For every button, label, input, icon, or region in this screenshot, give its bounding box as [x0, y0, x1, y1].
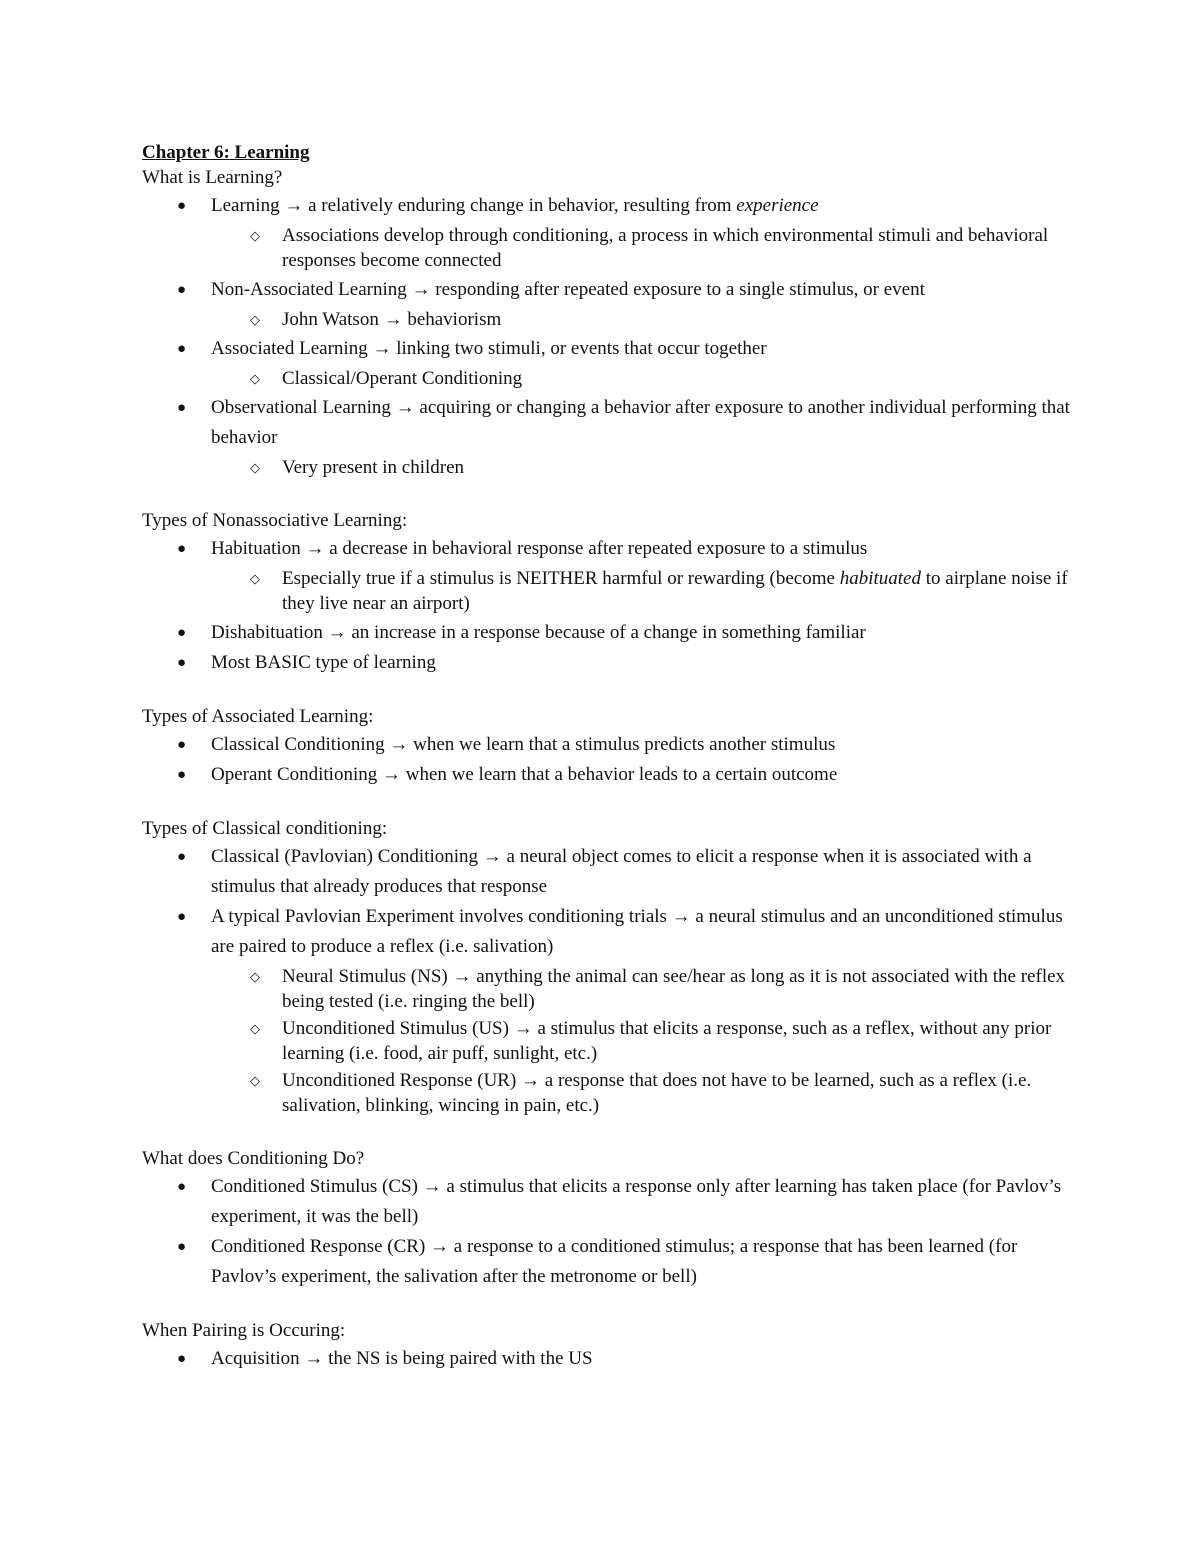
bullet-diamond-icon: ◇: [250, 228, 260, 243]
list-item: [142, 1344, 1072, 1374]
list-item-text: John Watson → behaviorism: [282, 309, 502, 330]
list-item: [142, 618, 1072, 648]
list-item-text: Operant Conditioning → when we learn that a behavior leads to a certain outcome: [211, 764, 838, 785]
list-item: [142, 842, 1072, 902]
list-item-text: Classical/Operant Conditioning: [282, 368, 523, 389]
list-item: [142, 902, 1072, 962]
sub-list-item: [142, 307, 1072, 332]
bullet-dot-icon: ●: [177, 400, 187, 416]
list-item-text: Classical (Pavlovian) Conditioning → a neural object comes to elicit a response when it is associated with a stimulus that already produces that response: [211, 846, 1032, 897]
list-item: [142, 191, 1072, 221]
bullet-dot-icon: ●: [177, 625, 187, 641]
list-item: [142, 334, 1072, 364]
list-item-text: Associated Learning → linking two stimuli, or events that occur together: [211, 338, 767, 359]
sub-list-item: [142, 366, 1072, 391]
list-item: [142, 1172, 1072, 1232]
section-spacer: [142, 482, 1072, 508]
list-item: [142, 730, 1072, 760]
sub-list-item: [142, 455, 1072, 480]
bullet-dot-icon: ●: [177, 541, 187, 557]
sub-list-item: [142, 1016, 1072, 1066]
list-item-text: Conditioned Response (CR) → a response to a conditioned stimulus; a response that has been learned (for Pavlov’s experiment, the salivation after the metronome or bell): [211, 1236, 1018, 1287]
list-item-text: Habituation → a decrease in behavioral response after repeated exposure to a stimulus: [211, 538, 868, 559]
list-item-text: Unconditioned Response (UR) → a response that does not have to be learned, such as a reflex (i.e. salivation, blinking, wincing in pain, etc.): [282, 1070, 1032, 1116]
section-heading: What is Learning?: [142, 167, 283, 188]
bullet-diamond-icon: ◇: [250, 969, 260, 984]
list-item-text: Learning → a relatively enduring change in behavior, resulting from: [211, 195, 737, 216]
bullet-dot-icon: ●: [177, 655, 187, 671]
list-item-text: Classical Conditioning → when we learn that a stimulus predicts another stimulus: [211, 734, 836, 755]
list-item-text: A typical Pavlovian Experiment involves conditioning trials → a neural stimulus and an unconditioned stimulus are paired to produce a reflex (i.e. salivation): [211, 906, 1063, 957]
bullet-dot-icon: ●: [177, 282, 187, 298]
bullet-diamond-icon: ◇: [250, 371, 260, 386]
sub-list-item: [142, 964, 1072, 1014]
section-spacer: [142, 678, 1072, 704]
list-item: [142, 648, 1072, 678]
list-item-text: Dishabituation → an increase in a response because of a change in something familiar: [211, 622, 866, 643]
list-item-text: Associations develop through conditioning, a process in which environmental stimuli and behavioral responses become connected: [282, 225, 1049, 271]
bullet-diamond-icon: ◇: [250, 1021, 260, 1036]
list-item-text: Very present in children: [282, 457, 465, 478]
bullet-dot-icon: ●: [177, 341, 187, 357]
list-item: [142, 275, 1072, 305]
bullet-list: [142, 191, 1072, 480]
bullet-list: [142, 534, 1072, 678]
bullet-list: [142, 842, 1072, 1118]
document-body: [142, 141, 1072, 1374]
bullet-list: [142, 1172, 1072, 1292]
sub-list-item: [142, 566, 1072, 616]
bullet-diamond-icon: ◇: [250, 460, 260, 475]
bullet-dot-icon: ●: [177, 849, 187, 865]
list-item: [142, 1232, 1072, 1292]
bullet-diamond-icon: ◇: [250, 1073, 260, 1088]
section-heading: Types of Classical conditioning:: [142, 818, 388, 839]
list-item-text: to airplane noise if they live near an airport): [282, 568, 1068, 614]
section-spacer: [142, 1292, 1072, 1318]
list-item-text: Observational Learning → acquiring or changing a behavior after exposure to another individual performing that behavior: [211, 397, 1070, 448]
bullet-diamond-icon: ◇: [250, 312, 260, 327]
bullet-dot-icon: ●: [177, 1351, 187, 1367]
list-item: [142, 393, 1072, 453]
bullet-diamond-icon: ◇: [250, 571, 260, 586]
list-item-text: Neural Stimulus (NS) → anything the animal can see/hear as long as it is not associated with the reflex being tested (i.e. ringing the bell): [282, 966, 1066, 1012]
list-item: [142, 760, 1072, 790]
list-item-text: Most BASIC type of learning: [211, 652, 436, 673]
emphasis-text: habituated: [839, 568, 921, 589]
bullet-dot-icon: ●: [177, 198, 187, 214]
list-item-text: Conditioned Stimulus (CS) → a stimulus that elicits a response only after learning has taken place (for Pavlov’s experiment, it was the bell): [211, 1176, 1062, 1227]
list-item-text: Non-Associated Learning → responding after repeated exposure to a single stimulus, or event: [211, 279, 925, 300]
section-spacer: [142, 790, 1072, 816]
emphasis-text: experience: [736, 195, 819, 216]
bullet-list: [142, 730, 1072, 790]
bullet-dot-icon: ●: [177, 737, 187, 753]
section-heading: What does Conditioning Do?: [142, 1148, 365, 1169]
section-heading: Types of Nonassociative Learning:: [142, 510, 408, 531]
bullet-dot-icon: ●: [177, 767, 187, 783]
section-spacer: [142, 1120, 1072, 1146]
list-item-text: Unconditioned Stimulus (US) → a stimulus that elicits a response, such as a reflex, without any prior learning (i.e. food, air puff, sunlight, etc.): [282, 1018, 1052, 1064]
sub-list-item: [142, 223, 1072, 273]
page-title: Chapter 6: Learning: [142, 142, 310, 163]
section-heading: When Pairing is Occuring:: [142, 1320, 346, 1341]
bullet-list: [142, 1344, 1072, 1374]
bullet-dot-icon: ●: [177, 1239, 187, 1255]
list-item-text: Especially true if a stimulus is NEITHER harmful or rewarding (become: [282, 568, 840, 589]
bullet-dot-icon: ●: [177, 909, 187, 925]
list-item: [142, 534, 1072, 564]
bullet-dot-icon: ●: [177, 1179, 187, 1195]
section-heading: Types of Associated Learning:: [142, 706, 374, 727]
list-item-text: Acquisition → the NS is being paired with the US: [211, 1348, 593, 1369]
sub-list-item: [142, 1068, 1072, 1118]
